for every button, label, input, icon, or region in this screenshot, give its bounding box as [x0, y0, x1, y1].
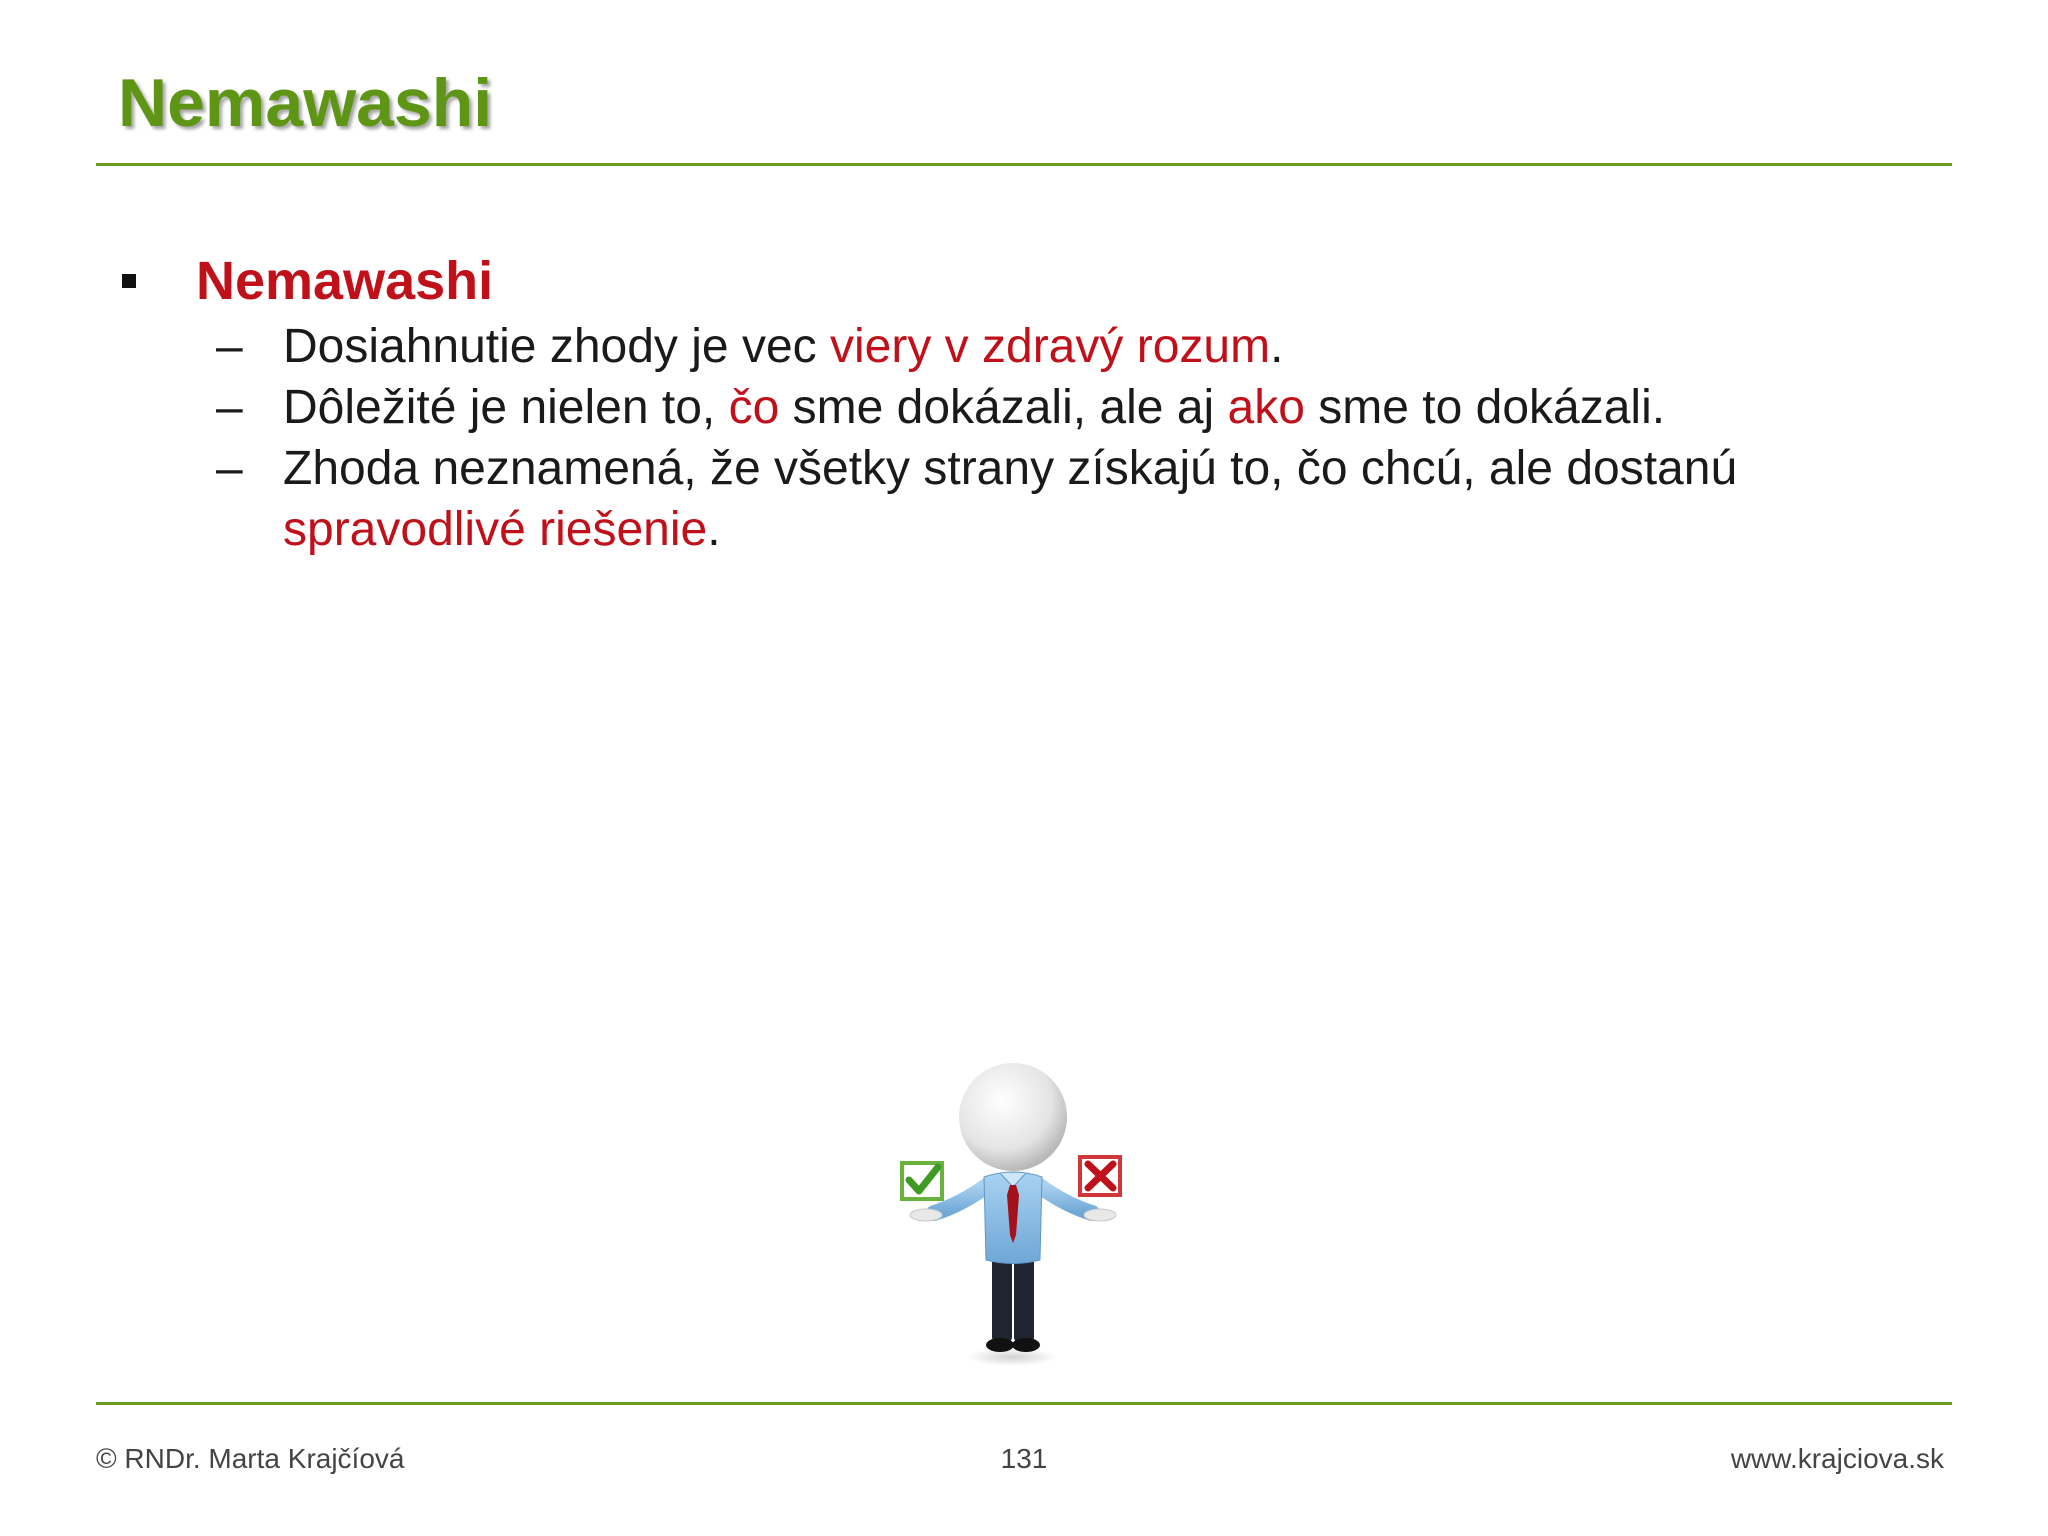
slide-content [120, 246, 1920, 560]
text-segment: Dosiahnutie zhody je vec [283, 320, 830, 373]
highlight-segment: čo [728, 381, 780, 434]
highlight-segment: viery v zdravý rozum [829, 320, 1271, 373]
sub-bullet-item [120, 316, 1983, 377]
text-segment: sme dokázali, ale aj [779, 381, 1228, 434]
text-segment: . [1270, 320, 1284, 373]
text-segment: Zhoda neznamená, že všetky strany získajú to, čo chcú, ale dostanú [283, 442, 1738, 495]
highlight-segment: spravodlivé riešenie [283, 503, 708, 556]
slide-title: Nemawashi [118, 65, 493, 141]
highlight-segment: ako [1227, 381, 1305, 434]
footer-page-number: 131 [1000, 1443, 1048, 1474]
dash-marker: – [216, 442, 243, 495]
bullet-item [120, 246, 1920, 316]
person-with-check-and-cross-icon [900, 1045, 1130, 1375]
sub-bullet-list [120, 316, 1920, 560]
square-bullet-icon [122, 274, 136, 288]
dash-marker: – [216, 320, 243, 373]
dash-marker: – [216, 381, 243, 434]
text-segment: Dôležité je nielen to, [283, 381, 729, 434]
footer-website: www.krajciova.sk [1730, 1443, 1944, 1474]
footer-author: © RNDr. Marta Krajčíová [96, 1443, 405, 1474]
bullet-heading: Nemawashi [196, 251, 494, 311]
header-divider [96, 163, 1952, 166]
footer-divider [96, 1402, 1952, 1405]
text-segment: sme to dokázali. [1304, 381, 1666, 434]
text-segment: . [707, 503, 721, 556]
sub-bullet-item [120, 377, 1983, 438]
sub-bullet-item [120, 438, 1983, 560]
